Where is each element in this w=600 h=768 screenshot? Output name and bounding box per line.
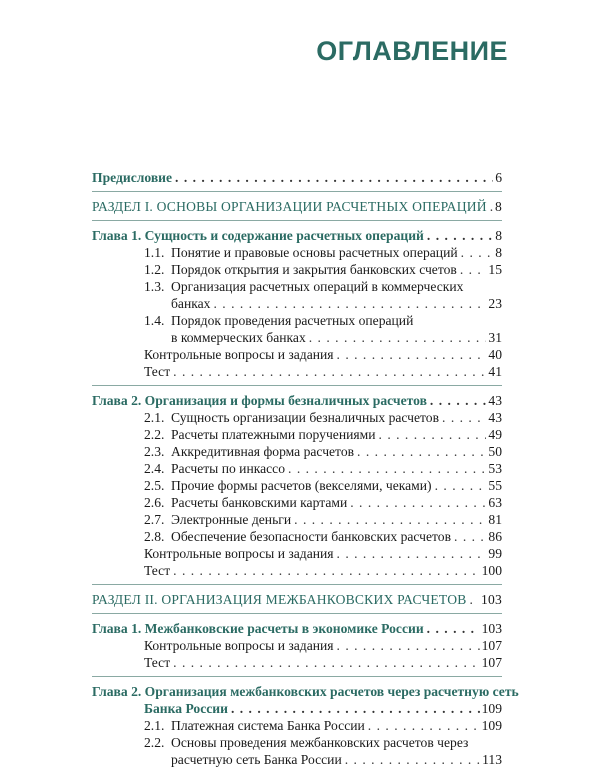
toc-item-text: Тест xyxy=(144,655,171,670)
toc-item-number: 2.2. xyxy=(144,427,165,442)
toc-item[interactable] xyxy=(92,312,502,329)
toc-page-number: 40 xyxy=(488,347,502,362)
dot-leader xyxy=(309,329,487,346)
toc-page-number: 100 xyxy=(481,563,502,578)
dot-leader xyxy=(368,717,480,734)
toc-chapter-continuation[interactable] xyxy=(92,700,502,717)
toc-item-continuation[interactable] xyxy=(92,329,502,346)
toc-item[interactable] xyxy=(92,261,502,278)
toc-item-number: 2.8. xyxy=(144,529,165,544)
dot-leader xyxy=(350,494,486,511)
toc-chapter-title: Глава 1. Межбанковские расчеты в экономике России xyxy=(92,621,424,636)
toc-item-text: Расчеты по инкассо xyxy=(171,461,286,476)
toc-item-number: 2.1. xyxy=(144,410,165,425)
divider xyxy=(92,676,502,677)
toc-item-text: Сущность организации безналичных расчетов xyxy=(171,410,440,425)
toc-item[interactable] xyxy=(92,363,502,380)
dot-leader xyxy=(435,477,487,494)
toc-item[interactable] xyxy=(92,460,502,477)
toc-item[interactable] xyxy=(92,244,502,261)
toc-item-text: Прочие формы расчетов (векселями, чеками) xyxy=(171,478,432,493)
dot-leader xyxy=(337,637,480,654)
toc-item-text: Электронные деньги xyxy=(171,512,292,527)
toc-page-number: 8 xyxy=(495,245,502,260)
toc-page-number: 6 xyxy=(495,170,502,185)
dot-leader xyxy=(442,409,486,426)
toc-entry-label: Предисловие xyxy=(92,170,173,185)
toc-page-number: 41 xyxy=(488,364,502,379)
dot-leader xyxy=(461,244,494,261)
toc-page-number: 43 xyxy=(488,393,502,408)
toc-item-text: Аккредитивная форма расчетов xyxy=(171,444,355,459)
divider xyxy=(92,613,502,614)
toc-item-number: 2.4. xyxy=(144,461,165,476)
toc-item[interactable] xyxy=(92,409,502,426)
toc-item[interactable] xyxy=(92,562,502,579)
toc-page-number: 53 xyxy=(488,461,502,476)
toc-chapter-title: Глава 1. Сущность и содержание расчетных операций xyxy=(92,228,424,243)
toc-section-title: РАЗДЕЛ I. ОСНОВЫ ОРГАНИЗАЦИИ РАСЧЕТНЫХ ОПЕРАЦИЙ xyxy=(92,199,487,214)
toc-item[interactable] xyxy=(92,494,502,511)
divider xyxy=(92,220,502,221)
dot-leader xyxy=(427,620,480,637)
toc-page-number: 109 xyxy=(481,718,502,733)
toc-chapter[interactable] xyxy=(92,683,519,700)
dot-leader xyxy=(430,392,486,409)
dot-leader xyxy=(427,227,493,244)
toc-item-continuation[interactable] xyxy=(92,751,502,768)
toc-item-text: Расчеты банковскими картами xyxy=(171,495,348,510)
toc-item-text: Контрольные вопросы и задания xyxy=(144,638,334,653)
toc-item-number: 1.2. xyxy=(144,262,165,277)
toc-item-text: Основы проведения межбанковских расчетов через xyxy=(171,735,469,750)
toc-chapter[interactable] xyxy=(92,620,502,637)
toc-page-number: 49 xyxy=(488,427,502,442)
toc-item-text: Понятие и правовые основы расчетных операций xyxy=(171,245,458,260)
toc-item-text: Расчеты платежными поручениями xyxy=(171,427,376,442)
toc-item-number: 2.2. xyxy=(144,735,165,750)
divider xyxy=(92,385,502,386)
toc-item[interactable] xyxy=(92,511,502,528)
toc-item-text: банках xyxy=(171,296,211,311)
toc-item-text: Тест xyxy=(144,364,171,379)
toc-item-text: Тест xyxy=(144,563,171,578)
toc-page-number: 55 xyxy=(488,478,502,493)
toc-page-number: 43 xyxy=(488,410,502,425)
toc-chapter-title: Банка России xyxy=(144,701,228,716)
divider xyxy=(92,191,502,192)
toc-page-number: 99 xyxy=(488,546,502,561)
toc-page-number: 23 xyxy=(488,296,502,311)
dot-leader xyxy=(337,346,487,363)
toc-item-number: 2.6. xyxy=(144,495,165,510)
toc-chapter-title: Глава 2. Организация межбанковских расчетов через расчетную сеть xyxy=(92,684,519,699)
dot-leader xyxy=(357,443,486,460)
dot-leader xyxy=(454,528,486,545)
page-title: ОГЛАВЛЕНИЕ xyxy=(316,36,508,66)
toc-item-number: 1.1. xyxy=(144,245,165,260)
dot-leader xyxy=(173,363,486,380)
toc-page-number: 113 xyxy=(482,752,502,767)
toc-page-number: 8 xyxy=(495,228,502,243)
dot-leader xyxy=(173,654,479,671)
toc-item[interactable] xyxy=(92,717,502,734)
toc-chapter[interactable] xyxy=(92,227,502,244)
toc-item-text: Обеспечение безопасности банковских расчетов xyxy=(171,529,452,544)
toc-item-text: Организация расчетных операций в коммерческих xyxy=(171,279,464,294)
dot-leader xyxy=(337,545,487,562)
toc-item-text: Порядок проведения расчетных операций xyxy=(171,313,414,328)
dot-leader xyxy=(470,591,479,608)
toc-page-number: 8 xyxy=(495,199,502,214)
toc-item[interactable] xyxy=(92,426,502,443)
toc-item[interactable] xyxy=(92,637,502,654)
toc-item-number: 2.7. xyxy=(144,512,165,527)
toc-page-number: 86 xyxy=(488,529,502,544)
toc-page-number: 103 xyxy=(481,592,502,607)
toc-item-number: 2.3. xyxy=(144,444,165,459)
toc-item[interactable] xyxy=(92,734,502,751)
toc-section-title: РАЗДЕЛ II. ОРГАНИЗАЦИЯ МЕЖБАНКОВСКИХ РАСЧЕТОВ xyxy=(92,592,467,607)
dot-leader xyxy=(231,700,480,717)
divider xyxy=(92,584,502,585)
toc-item-number: 2.5. xyxy=(144,478,165,493)
toc-chapter-title: Глава 2. Организация и формы безналичных расчетов xyxy=(92,393,427,408)
toc-page-number: 107 xyxy=(481,655,502,670)
toc-item[interactable] xyxy=(92,278,502,295)
toc-chapter[interactable] xyxy=(92,392,502,409)
toc-page-number: 63 xyxy=(488,495,502,510)
toc-page-number: 109 xyxy=(481,701,502,716)
table-of-contents xyxy=(92,169,519,768)
dot-leader xyxy=(173,562,479,579)
toc-item-text: Порядок открытия и закрытия банковских счетов xyxy=(171,262,457,277)
dot-leader xyxy=(213,295,486,312)
toc-item-text: Контрольные вопросы и задания xyxy=(144,546,334,561)
dot-leader xyxy=(175,169,493,186)
dot-leader xyxy=(345,751,480,768)
toc-page-number: 31 xyxy=(488,330,502,345)
toc-page-number: 15 xyxy=(488,262,502,277)
toc-item-continuation[interactable] xyxy=(92,295,502,312)
toc-item[interactable] xyxy=(92,654,502,671)
toc-page-number: 50 xyxy=(488,444,502,459)
dot-leader xyxy=(460,261,487,278)
dot-leader xyxy=(288,460,486,477)
toc-item-text: в коммерческих банках xyxy=(171,330,306,345)
dot-leader xyxy=(379,426,487,443)
toc-section[interactable] xyxy=(92,198,502,215)
toc-item-text: Контрольные вопросы и задания xyxy=(144,347,334,362)
toc-item[interactable] xyxy=(92,443,502,460)
toc-page-number: 107 xyxy=(481,638,502,653)
toc-item[interactable] xyxy=(92,528,502,545)
toc-item-text: Платежная система Банка России xyxy=(171,718,365,733)
dot-leader xyxy=(294,511,486,528)
toc-page-number: 103 xyxy=(481,621,502,636)
toc-item-number: 1.3. xyxy=(144,279,165,294)
toc-item[interactable] xyxy=(92,545,502,562)
toc-item[interactable] xyxy=(92,346,502,363)
toc-item-number: 1.4. xyxy=(144,313,165,328)
toc-item[interactable] xyxy=(92,477,502,494)
toc-preface[interactable] xyxy=(92,169,502,186)
toc-item-number: 2.1. xyxy=(144,718,165,733)
toc-page-number: 81 xyxy=(488,512,502,527)
toc-item-text: расчетную сеть Банка России xyxy=(171,752,342,767)
toc-section[interactable] xyxy=(92,591,502,608)
